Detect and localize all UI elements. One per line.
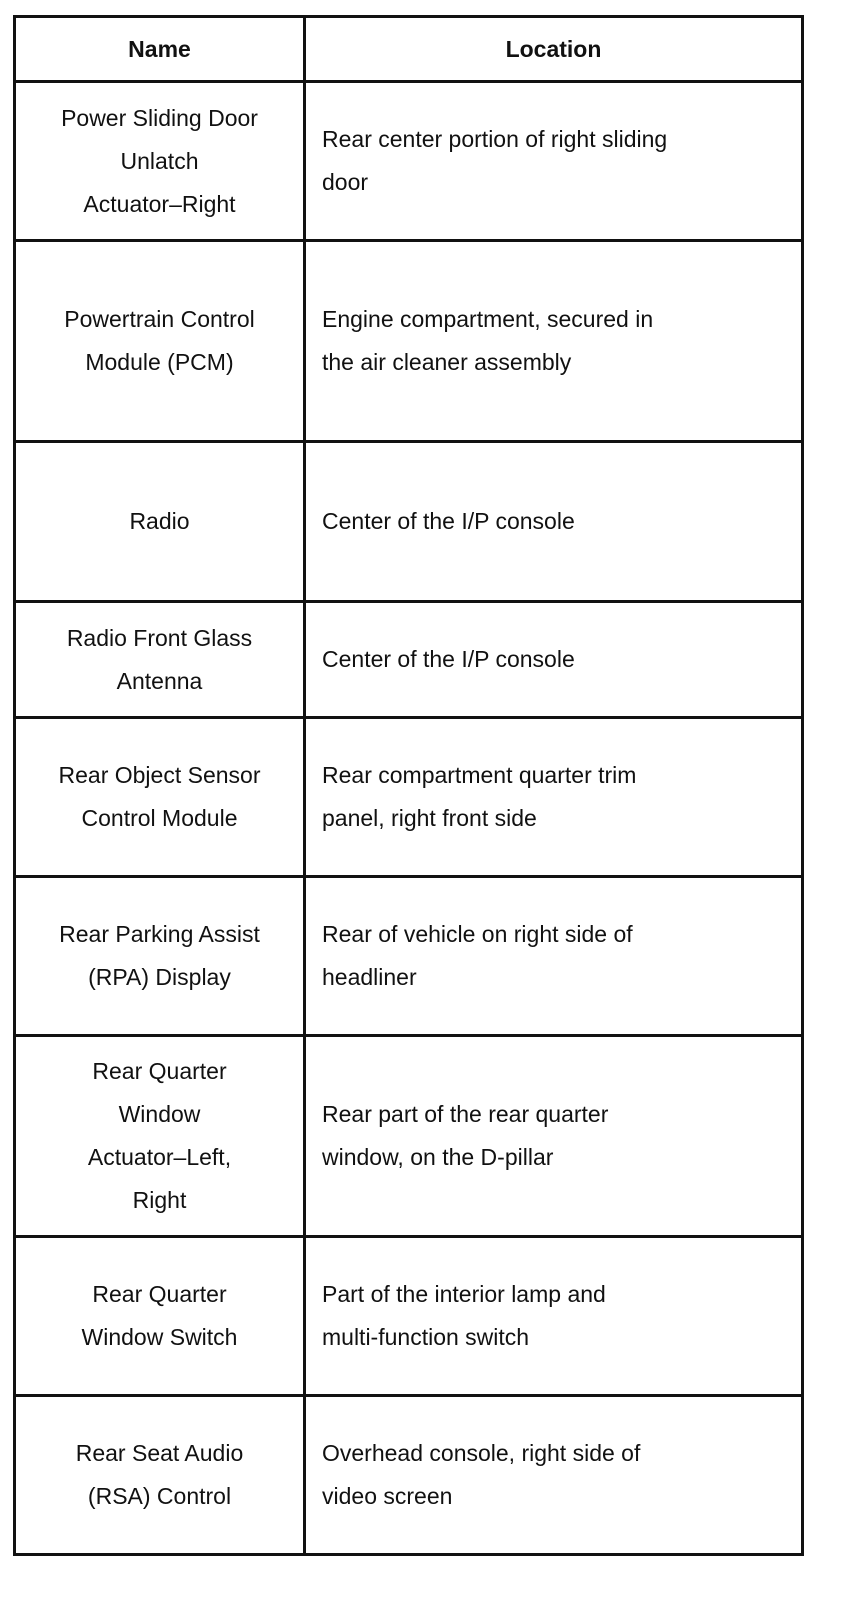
component-location-table-container — [13, 15, 801, 1556]
name-text: Radio — [129, 508, 190, 534]
component-location-table — [13, 15, 804, 1556]
name-text: Rear Quarter Window Actuator–Left, Right — [87, 1058, 232, 1213]
location-cell — [305, 1237, 803, 1396]
table-row — [15, 1036, 803, 1237]
name-text: Rear Seat Audio (RSA) Control — [75, 1440, 244, 1509]
table-row — [15, 442, 803, 602]
table-row — [15, 602, 803, 718]
name-cell — [15, 602, 305, 718]
name-cell — [15, 241, 305, 442]
location-text: Rear part of the rear quarter window, on the D-pillar — [322, 1101, 609, 1170]
name-cell — [15, 82, 305, 241]
table-row — [15, 1237, 803, 1396]
name-cell — [15, 718, 305, 877]
name-cell — [15, 1396, 305, 1555]
location-cell — [305, 1036, 803, 1237]
name-cell — [15, 1036, 305, 1237]
name-text: Rear Parking Assist (RPA) Display — [59, 921, 260, 990]
location-text: Part of the interior lamp and multi-function switch — [322, 1281, 606, 1350]
location-cell — [305, 602, 803, 718]
location-text: Overhead console, right side of video screen — [322, 1440, 641, 1509]
name-text: Rear Quarter Window Switch — [81, 1281, 238, 1350]
name-cell — [15, 1237, 305, 1396]
name-cell — [15, 442, 305, 602]
name-text: Rear Object Sensor Control Module — [58, 762, 261, 831]
location-cell — [305, 442, 803, 602]
table-row — [15, 82, 803, 241]
location-text: Engine compartment, secured in the air cleaner assembly — [322, 306, 654, 375]
header-name: Name — [15, 17, 305, 82]
location-text: Rear of vehicle on right side of headliner — [322, 921, 633, 990]
header-row — [15, 17, 803, 82]
location-cell — [305, 877, 803, 1036]
table-row — [15, 718, 803, 877]
location-cell — [305, 82, 803, 241]
header-location: Location — [305, 17, 803, 82]
location-cell — [305, 1396, 803, 1555]
location-text: Center of the I/P console — [322, 646, 575, 672]
location-text: Rear center portion of right sliding door — [322, 126, 668, 195]
name-text: Radio Front Glass Antenna — [66, 624, 253, 694]
location-cell — [305, 718, 803, 877]
name-text: Power Sliding Door Unlatch Actuator–Right — [61, 104, 258, 217]
table-row — [15, 241, 803, 442]
table-row — [15, 877, 803, 1036]
location-text: Center of the I/P console — [322, 508, 575, 534]
location-cell — [305, 241, 803, 442]
name-text: Powertrain Control Module (PCM) — [64, 306, 255, 375]
location-text: Rear compartment quarter trim panel, right front side — [322, 762, 637, 831]
table-row — [15, 1396, 803, 1555]
name-cell — [15, 877, 305, 1036]
